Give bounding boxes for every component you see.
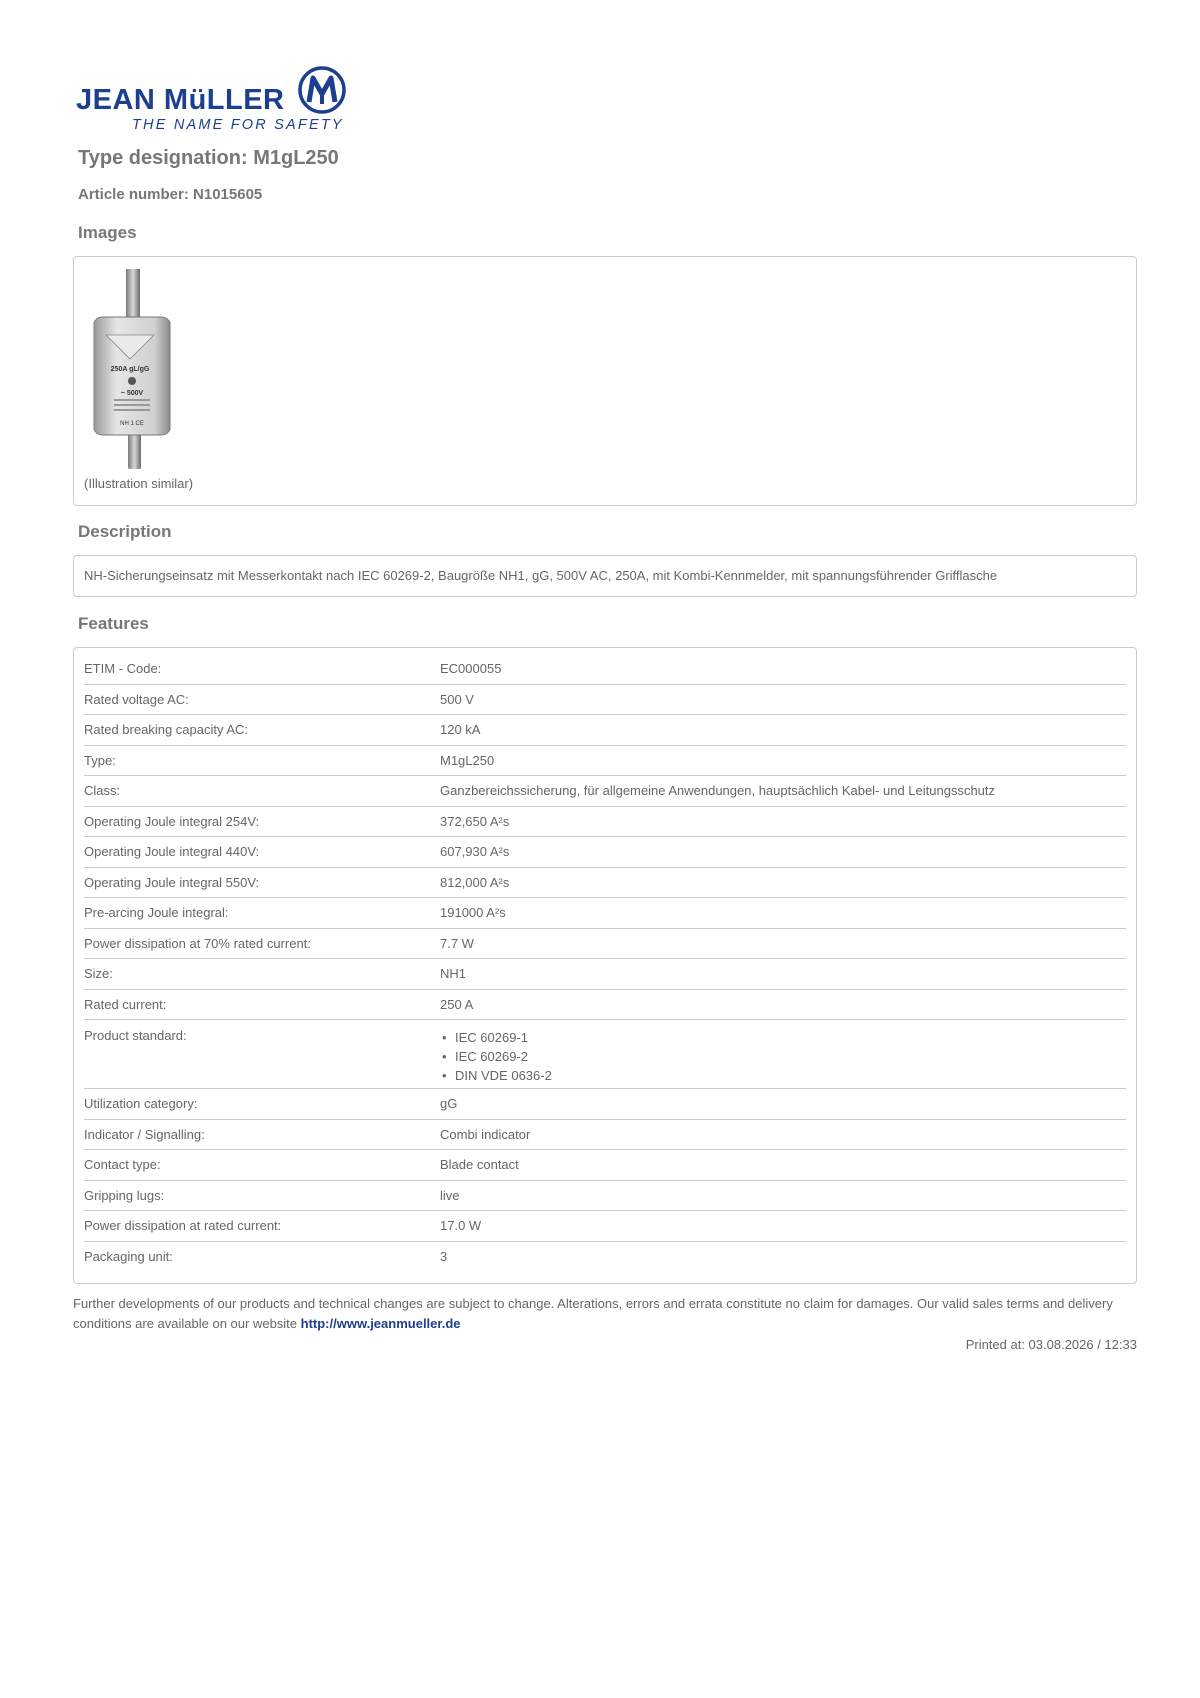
feature-value: 372,650 A²s <box>440 813 510 829</box>
feature-label: Rated current: <box>84 996 167 1012</box>
feature-label: Pre-arcing Joule integral: <box>84 905 229 921</box>
feature-value: 191000 A²s <box>440 905 506 921</box>
feature-label: Type: <box>84 752 116 768</box>
description-heading: Description <box>78 522 172 541</box>
features-heading: Features <box>78 614 149 633</box>
feature-value: 3 <box>440 1249 448 1265</box>
table-row <box>84 715 1126 746</box>
table-row <box>84 837 1126 868</box>
brand-name: JEAN MüLLER <box>76 84 285 116</box>
feature-label: Size: <box>84 966 113 982</box>
description-text: NH-Sicherungseinsatz mit Messerkontakt nach IEC 60269-2, Baugröße NH1, gG, 500V AC, 250A, mit Kombi-Kennmelder, mit spannungsführender Grifflasche <box>84 568 998 583</box>
feature-value: Ganzbereichssicherung, für allgemeine Anwendungen, hauptsächlich Kabel- und Leitungsschutz <box>440 783 996 799</box>
list-item: • DIN VDE 0636-2 <box>440 1066 1126 1085</box>
table-row <box>84 1181 1126 1212</box>
feature-value: 7.7 W <box>440 935 474 951</box>
feature-value: EC000055 <box>440 661 502 677</box>
feature-label: Class: <box>84 783 121 799</box>
feature-label: Rated voltage AC: <box>84 691 189 707</box>
feature-label: Product standard: <box>84 1028 187 1043</box>
table-row <box>84 746 1126 777</box>
fuse-voltage-text: ~ 500V <box>120 390 144 397</box>
features-table <box>73 647 1137 1284</box>
article-number: Article number: N1015605 <box>78 186 263 203</box>
table-row <box>84 1020 1126 1089</box>
logo-emblem-icon <box>298 66 346 114</box>
brand-tagline: THE NAME FOR SAFETY <box>132 117 344 133</box>
table-row <box>84 807 1126 838</box>
feature-value: gG <box>440 1096 458 1112</box>
feature-value: 607,930 A²s <box>440 844 510 860</box>
feature-label: Utilization category: <box>84 1096 198 1112</box>
list-item: • IEC 60269-2 <box>440 1047 1126 1066</box>
company-logo <box>76 66 346 136</box>
standards-list <box>440 1028 1126 1085</box>
feature-value: 120 kA <box>440 722 481 738</box>
table-row <box>84 1242 1126 1273</box>
image-caption: (Illustration similar) <box>84 476 194 491</box>
feature-value: 812,000 A²s <box>440 874 510 890</box>
footer-notice-text: Further developments of our products and technical changes are subject to change. Alterations, errors and errata constitute no claim for damages. Our valid sales terms and delivery conditions are available on our website <box>73 1296 1113 1331</box>
table-row <box>84 1089 1126 1120</box>
table-row <box>84 1211 1126 1242</box>
table-row <box>84 929 1126 960</box>
images-heading: Images <box>78 223 137 242</box>
footer-notice <box>73 1294 1137 1334</box>
table-row <box>84 685 1126 716</box>
feature-label: Gripping lugs: <box>84 1187 165 1203</box>
feature-label: Indicator / Signalling: <box>84 1126 205 1142</box>
images-panel <box>73 256 1137 506</box>
printed-timestamp: Printed at: 03.08.2026 / 12:33 <box>965 1337 1137 1352</box>
fuse-rating-text: 250A gL/gG <box>110 366 150 373</box>
table-row <box>84 1150 1126 1181</box>
feature-value: Combi indicator <box>440 1126 531 1142</box>
feature-value: M1gL250 <box>440 752 495 768</box>
description-panel <box>73 555 1137 597</box>
feature-value: 17.0 W <box>440 1218 482 1234</box>
feature-value: 500 V <box>440 691 474 707</box>
table-row <box>84 959 1126 990</box>
feature-label: Contact type: <box>84 1157 161 1173</box>
table-row <box>84 654 1126 685</box>
feature-label: Power dissipation at 70% rated current: <box>84 935 311 951</box>
table-row <box>84 868 1126 899</box>
website-link[interactable]: http://www.jeanmueller.de <box>300 1316 461 1331</box>
fuse-product-image <box>84 267 184 472</box>
feature-value: live <box>440 1187 460 1203</box>
feature-value: Blade contact <box>440 1157 519 1173</box>
fuse-marks-text: NH 1 CE <box>120 421 144 427</box>
feature-label: Packaging unit: <box>84 1249 173 1265</box>
feature-label: Power dissipation at rated current: <box>84 1218 282 1234</box>
feature-label: Operating Joule integral 440V: <box>84 844 260 860</box>
table-row <box>84 990 1126 1021</box>
feature-label: Operating Joule integral 254V: <box>84 813 260 829</box>
table-row <box>84 1120 1126 1151</box>
feature-value: NH1 <box>440 966 467 982</box>
list-item: • IEC 60269-1 <box>440 1028 1126 1047</box>
feature-label: ETIM - Code: <box>84 661 162 677</box>
feature-value: 250 A <box>440 996 474 1012</box>
table-row <box>84 898 1126 929</box>
feature-label: Operating Joule integral 550V: <box>84 874 260 890</box>
type-designation: Type designation: M1gL250 <box>78 147 339 169</box>
feature-label: Rated breaking capacity AC: <box>84 722 249 738</box>
table-row <box>84 776 1126 807</box>
